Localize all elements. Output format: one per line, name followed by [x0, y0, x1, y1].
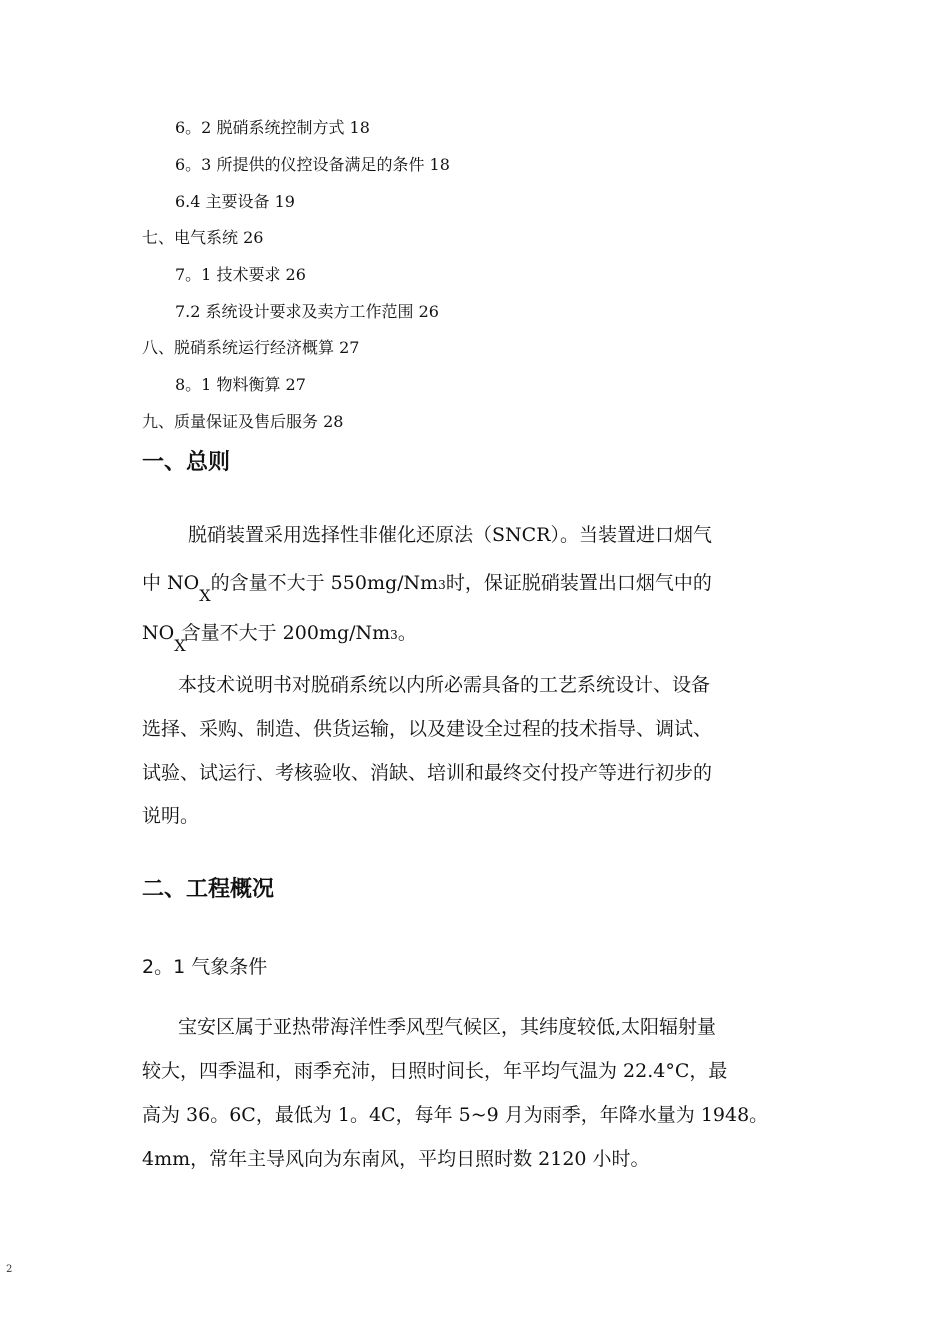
toc-item[interactable]: 6。3 所提供的仪控设备满足的条件 18 [175, 155, 450, 174]
text-line: 4mm，常年主导风向为东南风，平均日照时数 2120 小时。 [142, 1148, 650, 1170]
subscript-x: X [199, 586, 211, 605]
text-span: NO [142, 622, 181, 644]
toc-item[interactable]: 7。1 技术要求 26 [175, 265, 306, 284]
text-span: 的含量不大于 550mg/Nm [210, 572, 439, 594]
subsection-heading-weather: 2。1 气象条件 [142, 956, 268, 978]
toc-item[interactable]: 八、脱硝系统运行经济概算 27 [142, 338, 360, 357]
text-line: 试验、试运行、考核验收、消缺、培训和最终交付投产等进行初步的 [142, 762, 713, 784]
text-span: 。 [397, 622, 417, 644]
text-line: 脱硝装置采用选择性非催化还原法（SNCR）。当装置进口烟气 [188, 524, 712, 546]
section-heading-overview: 二、工程概况 [142, 877, 275, 902]
text-line: 本技术说明书对脱硝系统以内所必需具备的工艺系统设计、设备 [178, 674, 711, 696]
toc-item[interactable]: 6.4 主要设备 19 [175, 192, 295, 211]
toc-item[interactable]: 6。2 脱硝系统控制方式 18 [175, 118, 370, 137]
text-line [142, 570, 712, 605]
page-number: 2 [6, 1264, 13, 1275]
text-line: 选择、采购、制造、供货运输，以及建设全过程的技术指导、调试、 [142, 718, 713, 740]
subscript-x: X [174, 636, 186, 655]
toc-item[interactable]: 九、质量保证及售后服务 28 [142, 412, 344, 431]
toc-item[interactable]: 8。1 物料衡算 27 [175, 375, 306, 394]
text-span: 含量不大于 200mg/Nm [181, 622, 391, 644]
superscript-3: 3 [390, 628, 398, 642]
text-line: 说明。 [142, 805, 200, 827]
superscript-3: 3 [438, 578, 446, 592]
toc-item[interactable]: 七、电气系统 26 [142, 228, 264, 247]
toc-item[interactable]: 7.2 系统设计要求及卖方工作范围 26 [175, 302, 439, 321]
text-line: 高为 36。6C，最低为 1。4C，每年 5~9 月为雨季，年降水量为 1948。 [142, 1104, 769, 1126]
text-line: 较大，四季温和，雨季充沛，日照时间长，年平均气温为 22.4°C，最 [142, 1060, 728, 1082]
text-line: 宝安区属于亚热带海洋性季风型气候区，其纬度较低,太阳辐射量 [178, 1016, 717, 1038]
section-heading-general: 一、总则 [142, 450, 231, 475]
text-span: 时，保证脱硝装置出口烟气中的 [445, 572, 712, 594]
text-span: 中 NO [142, 572, 200, 594]
text-line [142, 620, 417, 655]
